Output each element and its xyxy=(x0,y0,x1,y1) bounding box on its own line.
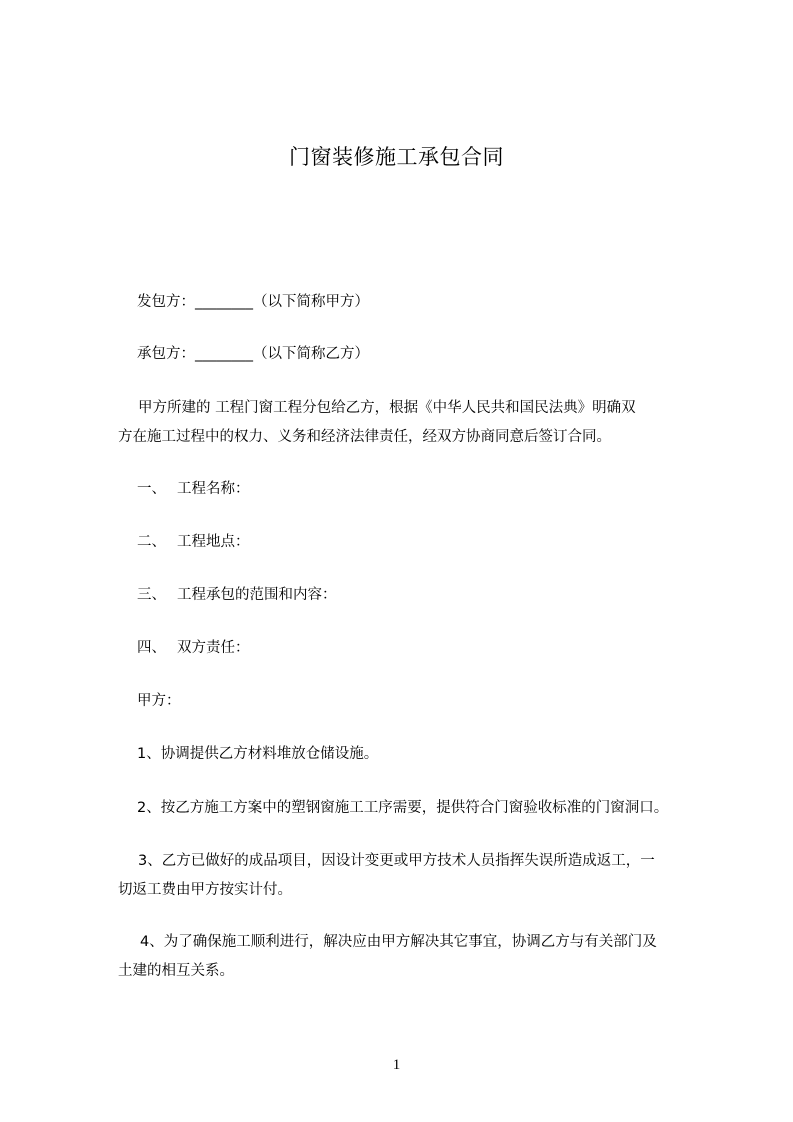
item-3 xyxy=(118,851,718,900)
item-3-line-2: 切返工费由甲方按实计付。 xyxy=(118,882,292,898)
section-number: 二、 xyxy=(137,534,166,550)
page-number: 1 xyxy=(392,1057,401,1073)
section-1 xyxy=(137,479,250,499)
section-number: 一、 xyxy=(137,481,166,497)
section-4 xyxy=(137,638,250,658)
party-b-line: 承包方：________（以下简称乙方） xyxy=(137,346,369,362)
item-1: 1、协调提供乙方材料堆放仓储设施。 xyxy=(137,746,379,762)
section-number: 三、 xyxy=(137,587,166,603)
item-3-line-1: 3、乙方已做好的成品项目，因设计变更或甲方技术人员指挥失误所造成返工，一 xyxy=(138,853,655,869)
section-text: 双方责任： xyxy=(177,640,250,656)
item-4-line-1: 4、为了确保施工顺利进行，解决应由甲方解决其它事宜，协调乙方与有关部门及 xyxy=(140,934,657,950)
item-4 xyxy=(118,932,718,981)
intro-line-2: 方在施工过程中的权力、义务和经济法律责任，经双方协商同意后签订合同。 xyxy=(118,429,611,445)
section-text: 工程地点： xyxy=(177,534,250,550)
section-text: 工程名称： xyxy=(177,481,250,497)
section-number: 四、 xyxy=(137,640,166,656)
party-a-heading: 甲方： xyxy=(137,693,181,709)
intro-line-1: 甲方所建的 工程门窗工程分包给乙方，根据《中华人民共和国民法典》明确双 xyxy=(138,400,636,416)
item-2: 2、按乙方施工方案中的塑钢窗施工工序需要，提供符合门窗验收标准的门窗洞口。 xyxy=(137,800,669,816)
section-3 xyxy=(137,585,337,605)
intro-paragraph xyxy=(118,398,718,447)
document-title: 门窗装修施工承包合同 xyxy=(289,145,504,169)
section-2 xyxy=(137,532,250,552)
item-4-line-2: 土建的相互关系。 xyxy=(118,963,234,979)
section-text: 工程承包的范围和内容： xyxy=(177,587,337,603)
party-a-line: 发包方：________（以下简称甲方） xyxy=(137,294,369,310)
